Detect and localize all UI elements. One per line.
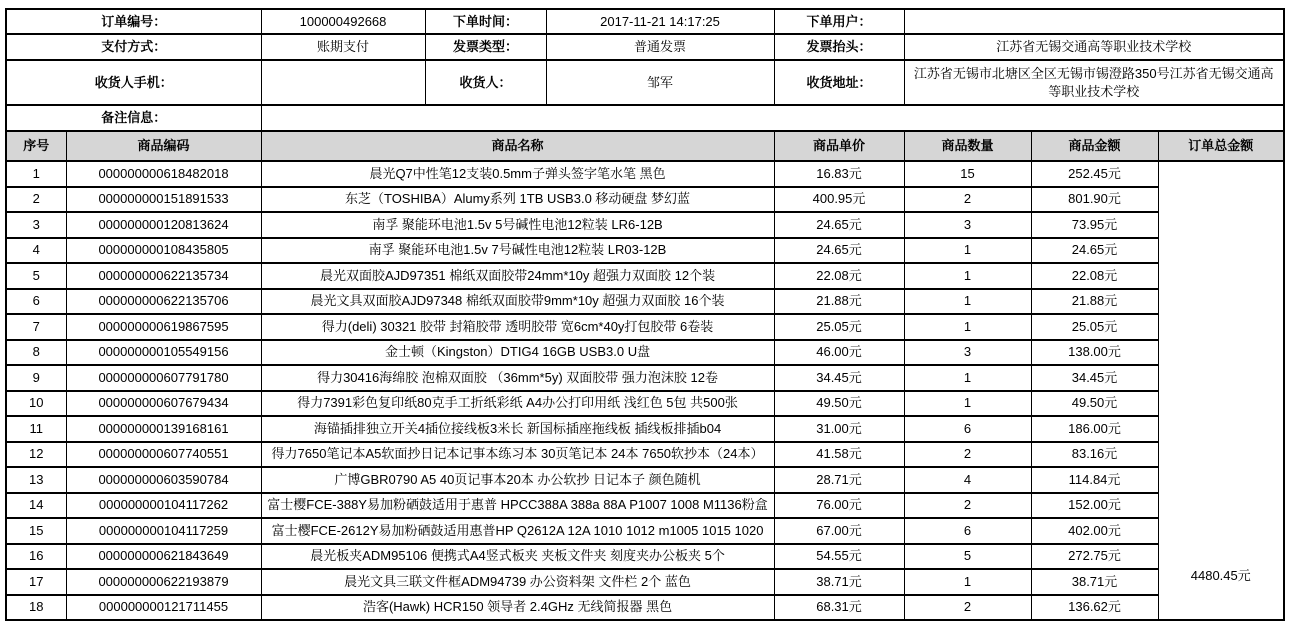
cell-index: 2 — [6, 187, 66, 213]
col-header-qty: 商品数量 — [904, 131, 1031, 161]
cell-code: 000000000108435805 — [66, 238, 261, 264]
cell-qty: 4 — [904, 467, 1031, 493]
cell-code: 000000000105549156 — [66, 340, 261, 366]
cell-price: 24.65元 — [774, 238, 904, 264]
table-row — [6, 518, 1284, 544]
cell-code: 000000000607791780 — [66, 365, 261, 391]
cell-name: 富士樱FCE-2612Y易加粉硒鼓适用惠普HP Q2612A 12A 1010 1012 m1005 1015 1020 — [261, 518, 774, 544]
cell-qty: 5 — [904, 544, 1031, 570]
cell-qty: 6 — [904, 416, 1031, 442]
cell-code: 000000000619867595 — [66, 314, 261, 340]
cell-code: 000000000603590784 — [66, 467, 261, 493]
cell-amount: 22.08元 — [1031, 263, 1158, 289]
cell-code: 000000000120813624 — [66, 212, 261, 238]
cell-amount: 138.00元 — [1031, 340, 1158, 366]
product-table-body — [6, 161, 1284, 620]
cell-index: 16 — [6, 544, 66, 570]
col-header-code: 商品编码 — [66, 131, 261, 161]
cell-code: 000000000121711455 — [66, 595, 261, 621]
cell-index: 9 — [6, 365, 66, 391]
table-row — [6, 340, 1284, 366]
cell-name: 东芝（TOSHIBA）Alumy系列 1TB USB3.0 移动硬盘 梦幻蓝 — [261, 187, 774, 213]
cell-amount: 25.05元 — [1031, 314, 1158, 340]
col-header-index: 序号 — [6, 131, 66, 161]
cell-name: 晨光文具三联文件框ADM94739 办公资料架 文件栏 2个 蓝色 — [261, 569, 774, 595]
order-id-value: 100000492668 — [261, 9, 425, 34]
cell-amount: 34.45元 — [1031, 365, 1158, 391]
cell-price: 28.71元 — [774, 467, 904, 493]
address-value: 江苏省无锡市北塘区全区无锡市锡澄路350号江苏省无锡交通高等职业技术学校 — [904, 60, 1284, 105]
cell-index: 7 — [6, 314, 66, 340]
cell-amount: 114.84元 — [1031, 467, 1158, 493]
order-table — [5, 8, 1285, 621]
table-row — [6, 238, 1284, 264]
table-row — [6, 365, 1284, 391]
receiver-phone-value — [261, 60, 425, 105]
cell-qty: 15 — [904, 161, 1031, 187]
cell-price: 76.00元 — [774, 493, 904, 519]
cell-amount: 38.71元 — [1031, 569, 1158, 595]
table-row — [6, 569, 1284, 595]
cell-price: 31.00元 — [774, 416, 904, 442]
cell-code: 000000000607740551 — [66, 442, 261, 468]
cell-index: 4 — [6, 238, 66, 264]
payment-method-label: 支付方式： — [6, 34, 261, 60]
order-total-value: 4480.45元 — [1190, 568, 1251, 583]
table-row — [6, 416, 1284, 442]
cell-index: 17 — [6, 569, 66, 595]
table-row — [6, 289, 1284, 315]
cell-qty: 1 — [904, 289, 1031, 315]
order-info-section — [6, 9, 1284, 161]
cell-amount: 21.88元 — [1031, 289, 1158, 315]
table-row — [6, 595, 1284, 621]
cell-qty: 1 — [904, 238, 1031, 264]
cell-code: 000000000622135706 — [66, 289, 261, 315]
cell-index: 13 — [6, 467, 66, 493]
cell-code: 000000000622193879 — [66, 569, 261, 595]
table-row — [6, 544, 1284, 570]
cell-amount: 136.62元 — [1031, 595, 1158, 621]
cell-amount: 83.16元 — [1031, 442, 1158, 468]
cell-code: 000000000139168161 — [66, 416, 261, 442]
table-row — [6, 493, 1284, 519]
invoice-title-label: 发票抬头： — [774, 34, 904, 60]
cell-amount: 152.00元 — [1031, 493, 1158, 519]
cell-name: 广博GBR0790 A5 40页记事本20本 办公软抄 日记本子 颜色随机 — [261, 467, 774, 493]
order-info-row — [6, 60, 1284, 105]
remark-label: 备注信息： — [6, 105, 261, 131]
cell-index: 5 — [6, 263, 66, 289]
order-info-row — [6, 34, 1284, 60]
cell-price: 54.55元 — [774, 544, 904, 570]
table-row — [6, 161, 1284, 187]
remark-value — [261, 105, 1284, 131]
product-table-header — [6, 131, 1284, 161]
cell-name: 得力7391彩色复印纸80克手工折纸彩纸 A4办公打印用纸 浅红色 5包 共500张 — [261, 391, 774, 417]
cell-index: 3 — [6, 212, 66, 238]
cell-index: 18 — [6, 595, 66, 621]
cell-amount: 252.45元 — [1031, 161, 1158, 187]
cell-qty: 3 — [904, 340, 1031, 366]
cell-code: 000000000622135734 — [66, 263, 261, 289]
cell-amount: 49.50元 — [1031, 391, 1158, 417]
table-row — [6, 391, 1284, 417]
cell-name: 晨光板夹ADM95106 便携式A4竖式板夹 夹板文件夹 刻度夹办公板夹 5个 — [261, 544, 774, 570]
cell-price: 49.50元 — [774, 391, 904, 417]
cell-qty: 3 — [904, 212, 1031, 238]
cell-price: 16.83元 — [774, 161, 904, 187]
cell-price: 38.71元 — [774, 569, 904, 595]
cell-code: 000000000618482018 — [66, 161, 261, 187]
cell-qty: 1 — [904, 263, 1031, 289]
order-info-row — [6, 9, 1284, 34]
cell-price: 46.00元 — [774, 340, 904, 366]
cell-price: 67.00元 — [774, 518, 904, 544]
cell-name: 浩客(Hawk) HCR150 领导者 2.4GHz 无线简报器 黑色 — [261, 595, 774, 621]
cell-price: 34.45元 — [774, 365, 904, 391]
cell-price: 22.08元 — [774, 263, 904, 289]
cell-price: 400.95元 — [774, 187, 904, 213]
address-label: 收货地址： — [774, 60, 904, 105]
cell-amount: 24.65元 — [1031, 238, 1158, 264]
cell-qty: 2 — [904, 493, 1031, 519]
cell-index: 1 — [6, 161, 66, 187]
order-total-cell — [1158, 161, 1284, 620]
cell-index: 14 — [6, 493, 66, 519]
cell-name: 南孚 聚能环电池1.5v 7号碱性电池12粒装 LR03-12B — [261, 238, 774, 264]
cell-name: 得力7650笔记本A5软面抄日记本记事本练习本 30页笔记本 24本 7650软抄本（24本） — [261, 442, 774, 468]
order-id-label: 订单编号： — [6, 9, 261, 34]
invoice-type-label: 发票类型： — [425, 34, 546, 60]
cell-code: 000000000104117259 — [66, 518, 261, 544]
table-row — [6, 467, 1284, 493]
table-row — [6, 212, 1284, 238]
cell-amount: 801.90元 — [1031, 187, 1158, 213]
cell-index: 15 — [6, 518, 66, 544]
cell-name: 富士樱FCE-388Y易加粉硒鼓适用于惠普 HPCC388A 388a 88A P1007 1008 M1136粉盒 — [261, 493, 774, 519]
invoice-title-value: 江苏省无锡交通高等职业技术学校 — [904, 34, 1284, 60]
cell-name: 金士顿（Kingston）DTIG4 16GB USB3.0 U盘 — [261, 340, 774, 366]
table-row — [6, 442, 1284, 468]
cell-price: 25.05元 — [774, 314, 904, 340]
cell-code: 000000000104117262 — [66, 493, 261, 519]
cell-index: 10 — [6, 391, 66, 417]
cell-price: 24.65元 — [774, 212, 904, 238]
cell-name: 南孚 聚能环电池1.5v 5号碱性电池12粒装 LR6-12B — [261, 212, 774, 238]
table-row — [6, 187, 1284, 213]
cell-code: 000000000607679434 — [66, 391, 261, 417]
cell-name: 得力30416海绵胶 泡棉双面胶 （36mm*5y) 双面胶带 强力泡沫胶 12卷 — [261, 365, 774, 391]
payment-method-value: 账期支付 — [261, 34, 425, 60]
cell-code: 000000000151891533 — [66, 187, 261, 213]
receiver-label: 收货人： — [425, 60, 546, 105]
table-row — [6, 314, 1284, 340]
receiver-value: 邹军 — [546, 60, 774, 105]
cell-index: 12 — [6, 442, 66, 468]
cell-qty: 6 — [904, 518, 1031, 544]
col-header-amount: 商品金额 — [1031, 131, 1158, 161]
cell-qty: 1 — [904, 314, 1031, 340]
cell-price: 68.31元 — [774, 595, 904, 621]
cell-qty: 2 — [904, 187, 1031, 213]
cell-price: 41.58元 — [774, 442, 904, 468]
order-time-value: 2017-11-21 14:17:25 — [546, 9, 774, 34]
cell-amount: 73.95元 — [1031, 212, 1158, 238]
cell-amount: 402.00元 — [1031, 518, 1158, 544]
cell-qty: 1 — [904, 569, 1031, 595]
col-header-name: 商品名称 — [261, 131, 774, 161]
receiver-phone-label: 收货人手机： — [6, 60, 261, 105]
table-row — [6, 263, 1284, 289]
cell-index: 8 — [6, 340, 66, 366]
cell-index: 11 — [6, 416, 66, 442]
invoice-type-value: 普通发票 — [546, 34, 774, 60]
cell-name: 晨光双面胶AJD97351 棉纸双面胶带24mm*10y 超强力双面胶 12个装 — [261, 263, 774, 289]
cell-name: 晨光文具双面胶AJD97348 棉纸双面胶带9mm*10y 超强力双面胶 16个装 — [261, 289, 774, 315]
remark-row — [6, 105, 1284, 131]
order-user-label: 下单用户： — [774, 9, 904, 34]
cell-qty: 1 — [904, 365, 1031, 391]
cell-name: 得力(deli) 30321 胶带 封箱胶带 透明胶带 宽6cm*40y打包胶带 6卷装 — [261, 314, 774, 340]
cell-price: 21.88元 — [774, 289, 904, 315]
cell-amount: 272.75元 — [1031, 544, 1158, 570]
cell-qty: 2 — [904, 595, 1031, 621]
cell-qty: 1 — [904, 391, 1031, 417]
cell-amount: 186.00元 — [1031, 416, 1158, 442]
order-time-label: 下单时间： — [425, 9, 546, 34]
cell-qty: 2 — [904, 442, 1031, 468]
order-user-value — [904, 9, 1284, 34]
col-header-price: 商品单价 — [774, 131, 904, 161]
cell-code: 000000000621843649 — [66, 544, 261, 570]
col-header-total: 订单总金额 — [1158, 131, 1284, 161]
cell-name: 晨光Q7中性笔12支装0.5mm子弹头签字笔水笔 黑色 — [261, 161, 774, 187]
cell-index: 6 — [6, 289, 66, 315]
cell-name: 海锚插排独立开关4插位接线板3米长 新国标插座拖线板 插线板排插b04 — [261, 416, 774, 442]
